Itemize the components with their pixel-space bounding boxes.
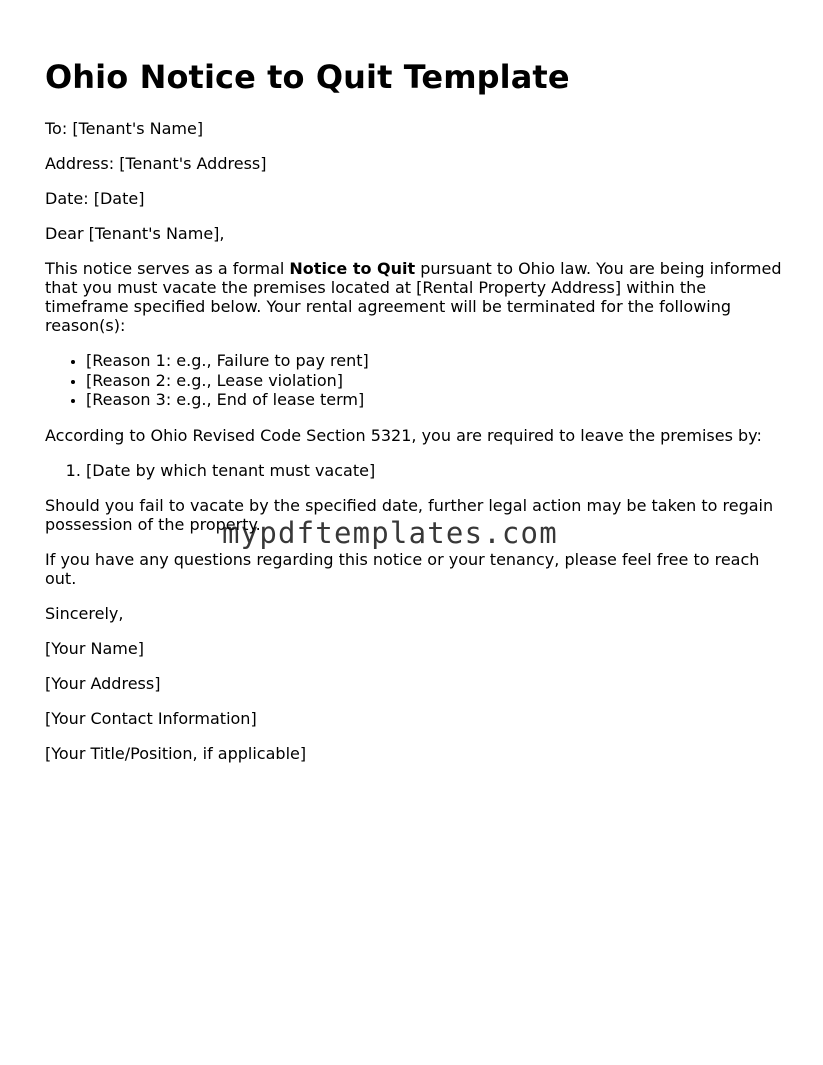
intro-text-after: pursuant to Ohio law. You are being informed that you must vacate the premises located at [Rental Property Address] within the timeframe specified below. Your rental agreement will be terminated for the following reason(s):: [45, 259, 782, 335]
watermark: mypdftemplates.com: [222, 516, 558, 550]
page-title: Ohio Notice to Quit Template: [45, 58, 570, 96]
recipient-address: Address: [Tenant's Address]: [45, 154, 267, 173]
intro-text-before: This notice serves as a formal: [45, 259, 290, 278]
recipient-name: To: [Tenant's Name]: [45, 119, 204, 138]
sender-address: [Your Address]: [45, 674, 161, 693]
reasons-list: [45, 351, 785, 410]
salutation: Dear [Tenant's Name],: [45, 224, 225, 243]
code-statement: According to Ohio Revised Code Section 5321, you are required to leave the premises by:: [45, 425, 762, 445]
intro-bold-phrase: Notice to Quit: [289, 259, 416, 278]
list-item: • [Reason 3: e.g., End of lease term]: [86, 390, 785, 410]
list-item: 1. [Date by which tenant must vacate]: [86, 461, 785, 481]
sender-name: [Your Name]: [45, 639, 144, 658]
sender-title: [Your Title/Position, if applicable]: [45, 744, 307, 763]
list-item: • [Reason 1: e.g., Failure to pay rent]: [86, 351, 785, 371]
consequence-paragraph: Should you fail to vacate by the specified date, further legal action may be taken to regain possession of the property.: [45, 496, 774, 534]
list-item: • [Reason 2: e.g., Lease violation]: [86, 371, 785, 391]
questions-paragraph: If you have any questions regarding this notice or your tenancy, please feel free to reach out.: [45, 550, 760, 588]
intro-paragraph: [45, 259, 785, 335]
notice-date: Date: [Date]: [45, 189, 145, 208]
vacate-date-list: [45, 461, 785, 481]
document: [45, 0, 785, 763]
sender-contact: [Your Contact Information]: [45, 709, 257, 728]
sign-off: Sincerely,: [45, 604, 124, 623]
